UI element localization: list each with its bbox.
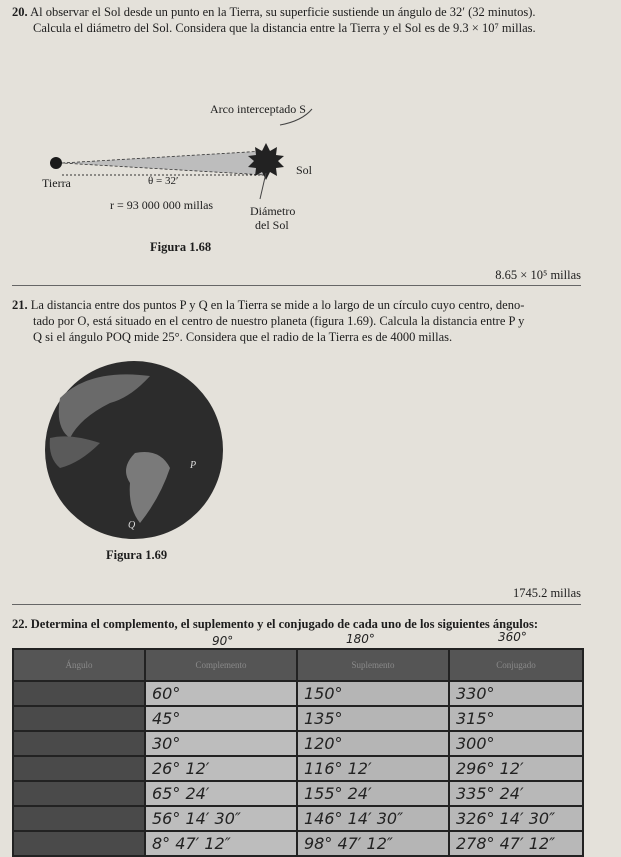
divider-21-22 <box>12 604 581 605</box>
table-row <box>13 681 583 706</box>
point-p-label: P <box>190 460 197 471</box>
table-row <box>13 731 583 756</box>
header-mark-180: 180° <box>346 632 375 646</box>
conjugate-cell: 315° <box>449 706 583 731</box>
problem-22-line <box>12 616 538 632</box>
earth-label: Tierra <box>42 176 71 190</box>
supplement-cell: 146° 14′ 30″ <box>297 806 449 831</box>
angles-table <box>12 648 584 857</box>
earth-dot <box>50 157 62 169</box>
angle-cell <box>13 756 145 781</box>
complement-cell: 26° 12′ <box>145 756 297 781</box>
distance-label: r = 93 000 000 millas <box>110 198 214 212</box>
conjugate-cell: 326° 14′ 30″ <box>449 806 583 831</box>
col-header-supplement: Suplemento <box>297 649 449 681</box>
figure-1-69 <box>40 358 230 542</box>
header-mark-360: 360° <box>498 630 527 644</box>
conjugate-cell: 300° <box>449 731 583 756</box>
problem-21-number: 21. <box>12 298 28 312</box>
supplement-cell: 150° <box>297 681 449 706</box>
angle-cell <box>13 806 145 831</box>
angle-cell <box>13 781 145 806</box>
table-row <box>13 706 583 731</box>
point-q-label: Q <box>128 520 136 531</box>
supplement-cell: 120° <box>297 731 449 756</box>
conjugate-cell: 296° 12′ <box>449 756 583 781</box>
problem-20-line-1 <box>12 4 536 20</box>
angle-cell <box>13 706 145 731</box>
supplement-cell: 116° 12′ <box>297 756 449 781</box>
col-header-angle: Ángulo <box>13 649 145 681</box>
angle-label: θ = 32′ <box>148 175 179 187</box>
table-row <box>13 806 583 831</box>
figure-1-68-caption: Figura 1.68 <box>150 240 212 254</box>
angle-cell <box>13 731 145 756</box>
col-header-conjugate: Conjugado <box>449 649 583 681</box>
complement-cell: 60° <box>145 681 297 706</box>
angle-cell <box>13 831 145 856</box>
problem-20-number: 20. <box>12 5 28 19</box>
complement-cell: 45° <box>145 706 297 731</box>
angle-wedge <box>62 151 265 175</box>
complement-cell: 65° 24′ <box>145 781 297 806</box>
problem-21-line-2: tado por O, está situado en el centro de nuestro planeta (figura 1.69). Calcula la distancia entre P y <box>33 314 525 328</box>
col-header-complement: Complemento <box>145 649 297 681</box>
supplement-cell: 98° 47′ 12″ <box>297 831 449 856</box>
table-row <box>13 756 583 781</box>
problem-22-text: Determina el complemento, el suplemento y el conjugado de cada uno de los siguientes ángulos: <box>30 617 539 631</box>
problem-22-number: 22. <box>12 617 28 631</box>
angle-cell <box>13 681 145 706</box>
table-row <box>13 831 583 856</box>
figure-1-69-caption: Figura 1.69 <box>106 548 168 562</box>
diameter-pointer <box>260 173 266 199</box>
conjugate-cell: 278° 47′ 12″ <box>449 831 583 856</box>
problem-21-line-1 <box>12 297 524 313</box>
diameter-label-1: Diámetro <box>250 204 296 218</box>
table-header-row <box>13 649 583 681</box>
arc-label: Arco interceptado S <box>210 102 306 116</box>
problem-20-answer: 8.65 × 10⁵ millas <box>495 268 581 282</box>
header-mark-90: 90° <box>212 634 234 648</box>
diameter-label-2: del Sol <box>255 218 289 232</box>
complement-cell: 56° 14′ 30″ <box>145 806 297 831</box>
problem-21-text-1: La distancia entre dos puntos P y Q en la Tierra se mide a lo largo de un círculo cuyo centro, deno- <box>30 298 525 312</box>
complement-cell: 8° 47′ 12″ <box>145 831 297 856</box>
complement-cell: 30° <box>145 731 297 756</box>
problem-21-line-3: Q si el ángulo POQ mide 25°. Considera que el radio de la Tierra es de 4000 millas. <box>33 330 453 344</box>
problem-21-answer: 1745.2 millas <box>512 586 581 600</box>
sun-label: Sol <box>296 163 313 177</box>
problem-20-line-2: Calcula el diámetro del Sol. Considera que la distancia entre la Tierra y el Sol es de 9.3 × 10⁷ millas. <box>33 21 536 35</box>
conjugate-cell: 330° <box>449 681 583 706</box>
divider-20-21 <box>12 285 581 286</box>
supplement-cell: 135° <box>297 706 449 731</box>
problem-20-text-1: Al observar el Sol desde un punto en la Tierra, su superficie sustiende un ángulo de 32′ (32 minutos). <box>30 5 536 19</box>
table-row <box>13 781 583 806</box>
supplement-cell: 155° 24′ <box>297 781 449 806</box>
conjugate-cell: 335° 24′ <box>449 781 583 806</box>
